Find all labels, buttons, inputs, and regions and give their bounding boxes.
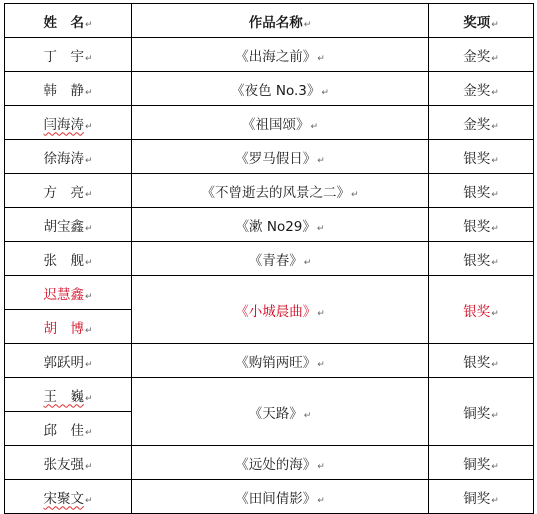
name-cell[interactable] (5, 378, 132, 412)
work-text: 《不曾逝去的风景之二》 (201, 184, 350, 201)
paragraph-mark-icon: ↵ (317, 155, 325, 166)
work-cell-merged[interactable] (132, 378, 429, 446)
paragraph-mark-icon: ↵ (317, 495, 325, 506)
work-text: 《天路》 (248, 405, 303, 422)
paragraph-mark-icon: ↵ (491, 308, 499, 319)
paragraph-mark-icon: ↵ (310, 121, 319, 132)
work-text: 《小城晨曲》 (235, 303, 317, 320)
table-row (5, 140, 534, 174)
paragraph-mark-icon: ↵ (303, 19, 312, 30)
name-text: 胡宝鑫 (43, 218, 84, 235)
header-name-cell[interactable] (5, 4, 132, 38)
paragraph-mark-icon: ↵ (84, 87, 93, 98)
paragraph-mark-icon: ↵ (491, 257, 499, 268)
name-cell[interactable] (5, 208, 132, 242)
header-work-cell[interactable] (132, 4, 429, 38)
name-cell[interactable] (5, 412, 132, 446)
work-cell[interactable] (132, 72, 429, 106)
name-text: 方 亮 (43, 184, 84, 201)
name-cell[interactable] (5, 242, 132, 276)
paragraph-mark-icon: ↵ (491, 461, 499, 472)
work-cell-merged[interactable] (132, 276, 429, 344)
name-cell[interactable] (5, 480, 132, 514)
award-text: 金奖 (463, 82, 491, 99)
work-text: 《青春》 (248, 252, 303, 269)
work-text: 《漱 No29》 (235, 218, 316, 235)
awards-table (4, 3, 534, 514)
award-cell[interactable] (429, 208, 534, 242)
work-text: 《罗马假日》 (235, 150, 317, 167)
work-cell[interactable] (132, 38, 429, 72)
name-text: 张友强 (43, 456, 84, 473)
award-text: 银奖 (463, 150, 491, 167)
paragraph-mark-icon: ↵ (84, 19, 93, 30)
paragraph-mark-icon: ↵ (303, 410, 312, 421)
paragraph-mark-icon: ↵ (84, 359, 93, 370)
name-cell[interactable] (5, 310, 132, 344)
table-row (5, 446, 534, 480)
name-cell[interactable] (5, 446, 132, 480)
award-text: 银奖 (463, 252, 491, 269)
award-cell[interactable] (429, 72, 534, 106)
award-text: 银奖 (463, 218, 491, 235)
award-text: 银奖 (463, 354, 491, 371)
paragraph-mark-icon: ↵ (84, 121, 93, 132)
table-row (5, 344, 534, 378)
paragraph-mark-icon: ↵ (84, 461, 93, 472)
name-text: 丁 宇 (43, 48, 84, 65)
award-text: 铜奖 (463, 456, 491, 473)
table-row (5, 480, 534, 514)
paragraph-mark-icon: ↵ (84, 495, 93, 506)
paragraph-mark-icon: ↵ (491, 189, 499, 200)
work-cell[interactable] (132, 208, 429, 242)
table-row (5, 72, 534, 106)
award-text: 银奖 (463, 303, 491, 320)
name-text: 邱 佳 (43, 422, 84, 439)
name-text: 闫海涛 (43, 116, 84, 133)
work-cell[interactable] (132, 242, 429, 276)
name-text: 郭跃明 (43, 354, 84, 371)
paragraph-mark-icon: ↵ (84, 257, 93, 268)
work-cell[interactable] (132, 480, 429, 514)
award-cell[interactable] (429, 106, 534, 140)
name-text: 王 巍 (43, 388, 84, 405)
name-cell[interactable] (5, 344, 132, 378)
award-cell[interactable] (429, 446, 534, 480)
name-text: 徐海涛 (43, 150, 84, 167)
paragraph-mark-icon: ↵ (84, 427, 93, 438)
work-text: 《田间倩影》 (235, 490, 317, 507)
award-cell[interactable] (429, 174, 534, 208)
name-text: 韩 静 (43, 82, 84, 99)
work-text: 《出海之前》 (235, 48, 317, 65)
name-cell[interactable] (5, 140, 132, 174)
paragraph-mark-icon: ↵ (317, 308, 325, 319)
header-name: 姓 名 (43, 14, 84, 31)
work-text: 《夜色 No.3》 (231, 82, 321, 99)
award-cell-merged[interactable] (429, 378, 534, 446)
paragraph-mark-icon: ↵ (84, 155, 93, 166)
work-text: 《购销两旺》 (235, 354, 317, 371)
header-award-cell[interactable] (429, 4, 534, 38)
table-row (5, 106, 534, 140)
work-text: 《祖国颂》 (241, 116, 310, 133)
table-row (5, 242, 534, 276)
name-text: 张 舰 (43, 252, 84, 269)
work-cell[interactable] (132, 106, 429, 140)
paragraph-mark-icon: ↵ (491, 87, 499, 98)
award-text: 银奖 (463, 184, 491, 201)
paragraph-mark-icon: ↵ (84, 53, 93, 64)
paragraph-mark-icon: ↵ (321, 87, 329, 98)
paragraph-mark-icon: ↵ (491, 19, 499, 30)
award-text: 金奖 (463, 48, 491, 65)
name-text: 迟慧鑫 (43, 286, 84, 303)
table-row (5, 174, 534, 208)
paragraph-mark-icon: ↵ (84, 223, 93, 234)
paragraph-mark-icon: ↵ (84, 325, 93, 336)
work-cell[interactable] (132, 446, 429, 480)
name-text: 胡 博 (43, 320, 84, 337)
work-cell[interactable] (132, 174, 429, 208)
name-cell[interactable] (5, 38, 132, 72)
paragraph-mark-icon: ↵ (317, 53, 325, 64)
award-text: 金奖 (463, 116, 491, 133)
table-row (5, 276, 534, 310)
table-row (5, 208, 534, 242)
award-cell[interactable] (429, 480, 534, 514)
paragraph-mark-icon: ↵ (316, 223, 325, 234)
award-cell[interactable] (429, 38, 534, 72)
paragraph-mark-icon: ↵ (84, 189, 93, 200)
award-cell[interactable] (429, 140, 534, 174)
paragraph-mark-icon: ↵ (350, 189, 359, 200)
paragraph-mark-icon: ↵ (84, 291, 93, 302)
table-row (5, 38, 534, 72)
name-cell[interactable] (5, 106, 132, 140)
work-text: 《远处的海》 (235, 456, 317, 473)
award-text: 铜奖 (463, 490, 491, 507)
award-cell-merged[interactable] (429, 276, 534, 344)
paragraph-mark-icon: ↵ (491, 495, 499, 506)
header-award: 奖项 (463, 14, 491, 31)
award-text: 铜奖 (463, 405, 491, 422)
work-cell[interactable] (132, 344, 429, 378)
paragraph-mark-icon: ↵ (491, 359, 499, 370)
award-cell[interactable] (429, 344, 534, 378)
award-cell[interactable] (429, 242, 534, 276)
paragraph-mark-icon: ↵ (491, 410, 499, 421)
work-cell[interactable] (132, 140, 429, 174)
paragraph-mark-icon: ↵ (317, 359, 325, 370)
paragraph-mark-icon: ↵ (491, 121, 499, 132)
paragraph-mark-icon: ↵ (317, 461, 325, 472)
name-cell[interactable] (5, 174, 132, 208)
name-text: 宋聚文 (43, 490, 84, 507)
paragraph-mark-icon: ↵ (84, 393, 93, 404)
paragraph-mark-icon: ↵ (491, 155, 499, 166)
paragraph-mark-icon: ↵ (303, 257, 312, 268)
table-row (5, 378, 534, 412)
paragraph-mark-icon: ↵ (491, 223, 499, 234)
header-work: 作品名称 (248, 14, 303, 31)
name-cell[interactable] (5, 276, 132, 310)
header-row (5, 4, 534, 38)
name-cell[interactable] (5, 72, 132, 106)
paragraph-mark-icon: ↵ (491, 53, 499, 64)
